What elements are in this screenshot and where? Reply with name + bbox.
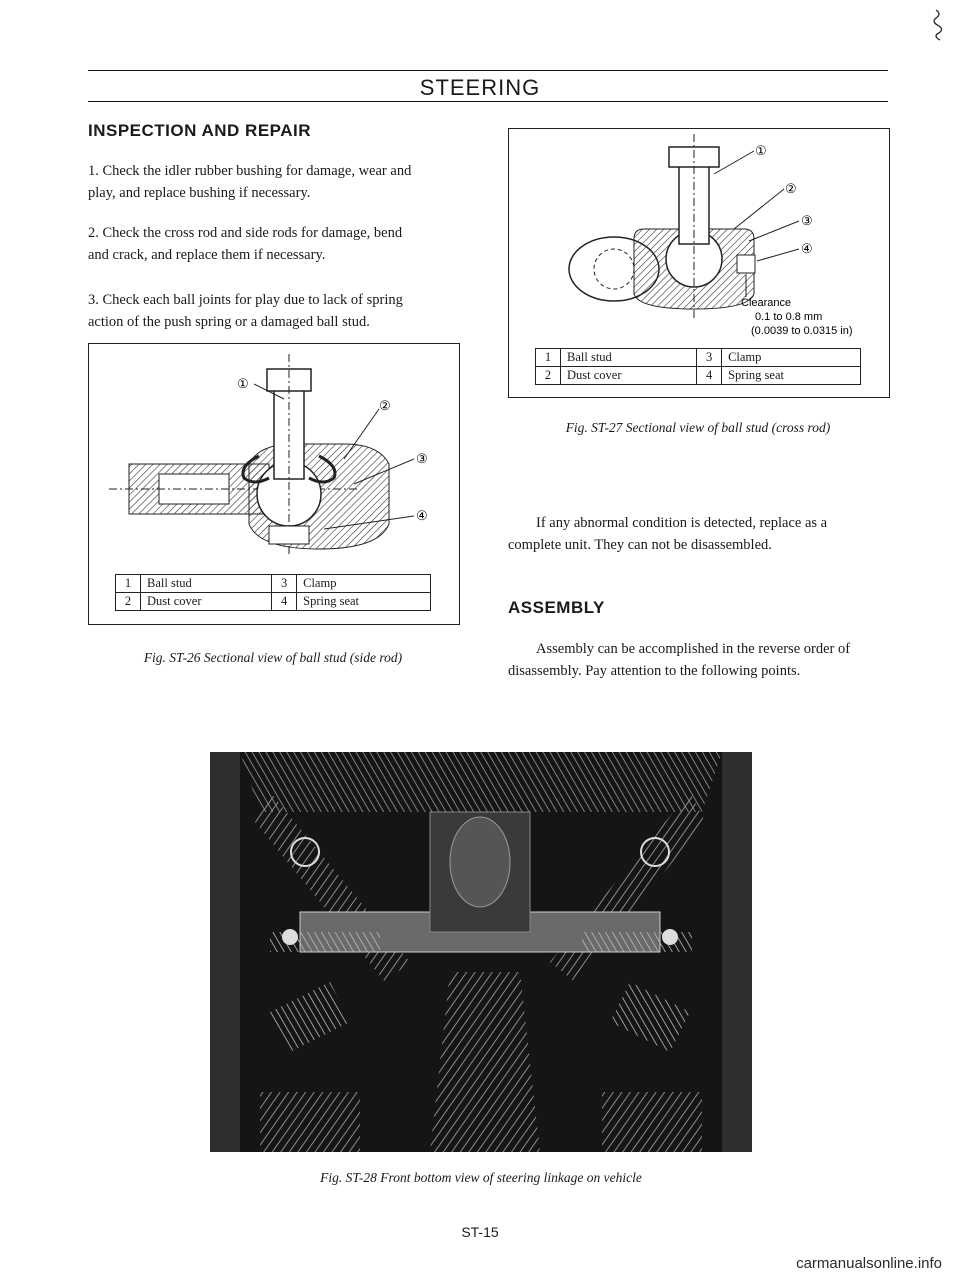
- fig28-caption: Fig. ST-28 Front bottom view of steering linkage on vehicle: [320, 1170, 642, 1185]
- abnormal-paragraph: [508, 512, 893, 556]
- inspection-item-3-line1: 3. Check each ball joints for play due to lack of spring: [88, 292, 403, 308]
- fig26-legend-label: Ball stud: [141, 575, 272, 593]
- inspection-heading: INSPECTION AND REPAIR: [88, 121, 312, 140]
- fig26-callout-3: ③: [416, 451, 428, 466]
- fig27-frame: [508, 128, 890, 398]
- fig28-photo: [210, 752, 752, 1152]
- assembly-paragraph: [508, 638, 893, 682]
- fig26-callout-2: ②: [379, 398, 391, 413]
- assembly-heading: ASSEMBLY: [508, 598, 605, 617]
- fig27-legend-label: Dust cover: [561, 367, 697, 385]
- fig27-caption: Fig. ST-27 Sectional view of ball stud (cross rod): [565, 420, 831, 435]
- inspection-item-3: [88, 289, 468, 333]
- inspection-item-2: [88, 222, 468, 266]
- fig26-legend-num: 2: [116, 593, 141, 611]
- fig27-legend-num: 2: [536, 367, 561, 385]
- abnormal-line2: complete unit. They can not be disassembled.: [508, 537, 772, 553]
- fig27-clearance-mm: 0.1 to 0.8 mm: [755, 311, 823, 323]
- corner-scribble-icon: [932, 6, 946, 46]
- inspection-item-3-line2: action of the push spring or a damaged ball stud.: [88, 314, 370, 330]
- watermark[interactable]: carmanualsonline.info: [796, 1255, 942, 1272]
- fig26-legend-label: Clamp: [297, 575, 431, 593]
- fig26-drawing: [89, 344, 459, 564]
- fig27-callout-3: ③: [801, 213, 813, 228]
- fig27-callout-2: ②: [785, 181, 797, 196]
- inspection-item-1-line1: 1. Check the idler rubber bushing for damage, wear and: [88, 163, 412, 179]
- fig26-legend-row: [116, 575, 431, 593]
- fig27-legend-num: 1: [536, 349, 561, 367]
- fig27-legend-num: 3: [697, 349, 722, 367]
- inspection-item-1-line2: play, and replace bushing if necessary.: [88, 185, 311, 201]
- fig27-legend-num: 4: [697, 367, 722, 385]
- fig27-legend-row: [536, 349, 861, 367]
- fig26-legend-num: 4: [272, 593, 297, 611]
- fig26-legend-row: [116, 593, 431, 611]
- abnormal-line1: If any abnormal condition is detected, replace as a: [536, 515, 828, 531]
- fig27-legend-label: Ball stud: [561, 349, 697, 367]
- fig27-legend-label: Spring seat: [722, 367, 861, 385]
- header-rule-bottom: [88, 101, 888, 102]
- fig27-drawing: [509, 129, 889, 339]
- fig26-legend-label: Dust cover: [141, 593, 272, 611]
- fig26-legend-label: Spring seat: [297, 593, 431, 611]
- fig27-legend-row: [536, 367, 861, 385]
- page-title: STEERING: [419, 75, 541, 100]
- header-rule-top: [88, 70, 888, 71]
- fig28-photo-drawing: [210, 752, 752, 1152]
- fig26-callout-1: ①: [237, 376, 249, 391]
- corner-mark: [932, 6, 946, 46]
- fig27-legend-label: Clamp: [722, 349, 861, 367]
- page-number: ST-15: [461, 1224, 499, 1240]
- fig26-legend: [115, 574, 431, 611]
- inspection-item-2-line2: and crack, and replace them if necessary.: [88, 247, 326, 263]
- inspection-item-2-line1: 2. Check the cross rod and side rods for damage, bend: [88, 225, 403, 241]
- fig26-callout-4: ④: [416, 508, 428, 523]
- assembly-line1: Assembly can be accomplished in the reverse order of: [536, 641, 851, 657]
- fig27-callout-1: ①: [755, 143, 767, 158]
- fig26-frame: [88, 343, 460, 625]
- fig26-legend-num: 3: [272, 575, 297, 593]
- fig27-callout-4: ④: [801, 241, 813, 256]
- fig26-legend-num: 1: [116, 575, 141, 593]
- fig27-legend: [535, 348, 861, 385]
- assembly-line2: disassembly. Pay attention to the following points.: [508, 663, 801, 679]
- fig27-clearance-in: (0.0039 to 0.0315 in): [751, 325, 853, 337]
- fig26-caption: Fig. ST-26 Sectional view of ball stud (side rod): [143, 650, 403, 665]
- inspection-item-1: [88, 160, 468, 204]
- fig27-clearance-label: Clearance: [741, 297, 792, 309]
